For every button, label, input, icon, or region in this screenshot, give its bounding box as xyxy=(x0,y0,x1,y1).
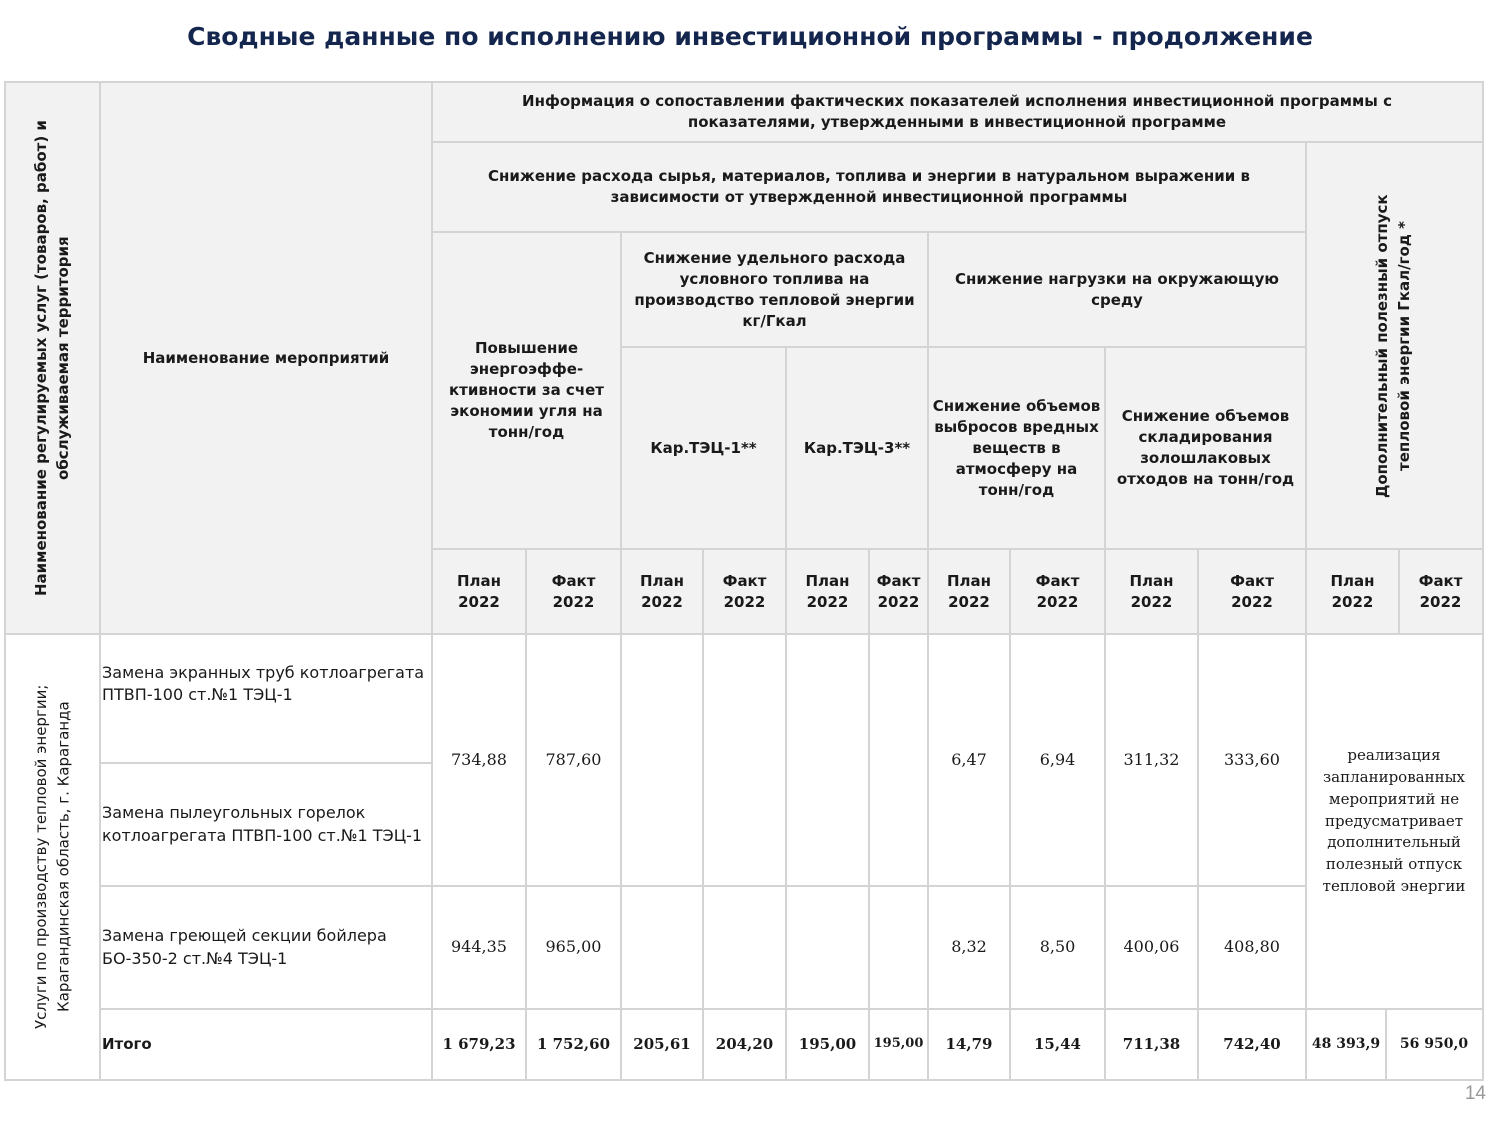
group1-em-plan: 6,47 xyxy=(928,634,1010,886)
total-ash-plan: 711,38 xyxy=(1105,1009,1198,1080)
total-tec1-fact: 204,20 xyxy=(703,1009,786,1080)
page-title: Сводные данные по исполнению инвестиционной программы - продолжение xyxy=(187,22,1313,51)
total-tec3-fact: 195,00 xyxy=(869,1009,928,1080)
header-fact-tec3: Факт 2022 xyxy=(869,549,928,634)
additional-release-note: реализация запланированных мероприятий не предусматривает дополнительный полезный отпуск тепловой энергии xyxy=(1306,634,1482,1009)
grid-line xyxy=(1197,548,1199,1081)
header-activity-name: Наименование мероприятий xyxy=(100,82,432,634)
header-plan-ee: План 2022 xyxy=(432,549,526,634)
header-fact-add: Факт 2022 xyxy=(1399,549,1482,634)
grid-line xyxy=(702,548,704,1081)
group1-ee-plan: 734,88 xyxy=(432,634,526,886)
grid-line xyxy=(1398,548,1400,634)
header-ash: Снижение объемов складирования золошлаковых отходов на тонн/год xyxy=(1105,347,1306,549)
header-plan-tec1: План 2022 xyxy=(621,549,703,634)
grid-line xyxy=(927,231,929,1081)
grid-line xyxy=(1385,1008,1387,1081)
activity-name-row1: Замена экранных труб котлоагрегата ПТВП-100 ст.№1 ТЭЦ-1 xyxy=(100,634,432,763)
group1-em-fact: 6,94 xyxy=(1010,634,1105,886)
total-tec3-plan: 195,00 xyxy=(786,1009,869,1080)
grid-line xyxy=(868,548,870,1081)
activity-name-row3: Замена греющей секции бойлера БО-350-2 ст.№4 ТЭЦ-1 xyxy=(100,886,432,1009)
grid-line xyxy=(5,633,1483,635)
grid-line xyxy=(4,81,6,1081)
header-additional-release xyxy=(1306,142,1482,549)
group2-em-plan: 8,32 xyxy=(928,886,1010,1009)
header-service-text: Наименование регулируемых услуг (товаров, работ) и обслуживаемая территория xyxy=(31,120,72,596)
grid-line xyxy=(431,81,433,1081)
group2-em-fact: 8,50 xyxy=(1010,886,1105,1009)
grid-line xyxy=(621,346,1306,348)
grid-line xyxy=(620,231,622,1081)
grid-line xyxy=(1305,141,1307,1081)
grid-line xyxy=(100,1008,1483,1010)
group1-ee-fact: 787,60 xyxy=(526,634,621,886)
group2-ee-plan: 944,35 xyxy=(432,886,526,1009)
header-fact-ee: Факт 2022 xyxy=(526,549,621,634)
header-plan-ash: План 2022 xyxy=(1105,549,1198,634)
grid-line xyxy=(5,81,1483,83)
grid-line xyxy=(5,1079,1483,1081)
header-energy-efficiency: Повышение энергоэффе-ктивности за счет экономии угля на тонн/год xyxy=(432,232,621,549)
header-plan-add: План 2022 xyxy=(1306,549,1399,634)
header-reduction: Снижение расхода сырья, материалов, топлива и энергии в натуральном выражении в зависимости от утвержденной инвестиционной программы xyxy=(432,142,1306,232)
grid-line xyxy=(432,141,1483,143)
service-territory-cell xyxy=(5,634,100,1080)
grid-line xyxy=(1482,81,1484,1081)
grid-line xyxy=(1009,548,1011,1081)
total-add-fact: 56 950,0 xyxy=(1386,1009,1482,1080)
grid-line xyxy=(100,762,432,764)
header-plan-tec3: План 2022 xyxy=(786,549,869,634)
grid-line xyxy=(1104,346,1106,1081)
total-ash-fact: 742,40 xyxy=(1198,1009,1306,1080)
grid-line xyxy=(785,346,787,1081)
total-tec1-plan: 205,61 xyxy=(621,1009,703,1080)
header-specific-fuel: Снижение удельного расхода условного топлива на производство тепловой энергии кг/Гкал xyxy=(621,232,928,347)
total-add-plan: 48 393,9 xyxy=(1306,1009,1386,1080)
service-territory-text: Услуги по производству тепловой энергии; Карагандинская область, г. Караганда xyxy=(32,684,73,1030)
group2-ash-fact: 408,80 xyxy=(1198,886,1306,1009)
activity-name-row2: Замена пылеугольных горелок котлоагрегата ПТВП-100 ст.№1 ТЭЦ-1 xyxy=(100,763,432,886)
header-fact-tec1: Факт 2022 xyxy=(703,549,786,634)
grid-line xyxy=(525,548,527,1081)
header-tec3: Кар.ТЭЦ-3** xyxy=(786,347,928,549)
grid-line xyxy=(432,548,1483,550)
header-emissions: Снижение объемов выбросов вредных веществ в атмосферу на тонн/год xyxy=(928,347,1105,549)
group1-ash-plan: 311,32 xyxy=(1105,634,1198,886)
header-tec1: Кар.ТЭЦ-1** xyxy=(621,347,786,549)
total-label: Итого xyxy=(100,1009,432,1080)
total-ee-fact: 1 752,60 xyxy=(526,1009,621,1080)
header-service xyxy=(5,82,100,634)
group1-ash-fact: 333,60 xyxy=(1198,634,1306,886)
header-plan-em: План 2022 xyxy=(928,549,1010,634)
header-additional-release-text: Дополнительный полезный отпуск тепловой энергии Гкал/год * xyxy=(1373,193,1413,498)
total-em-plan: 14,79 xyxy=(928,1009,1010,1080)
header-fact-ash: Факт 2022 xyxy=(1198,549,1306,634)
total-em-fact: 15,44 xyxy=(1010,1009,1105,1080)
grid-line xyxy=(99,81,101,1081)
group2-ee-fact: 965,00 xyxy=(526,886,621,1009)
grid-line xyxy=(432,231,1306,233)
page-number: 14 xyxy=(1464,1083,1486,1104)
header-environment: Снижение нагрузки на окружающую среду xyxy=(928,232,1306,347)
total-ee-plan: 1 679,23 xyxy=(432,1009,526,1080)
group2-ash-plan: 400,06 xyxy=(1105,886,1198,1009)
header-info: Информация о сопоставлении фактических показателей исполнения инвестиционной программы с показателями, утвержденными в инвестиционной программе xyxy=(432,82,1482,142)
header-fact-em: Факт 2022 xyxy=(1010,549,1105,634)
